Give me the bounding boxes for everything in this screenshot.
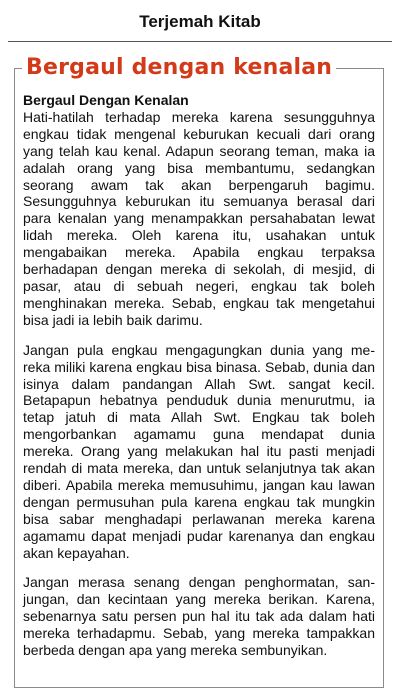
section-title: Bergaul dengan kenalan [22, 54, 336, 82]
app-title: Terjemah Kitab [139, 12, 261, 31]
article-paragraph-3: Jangan merasa senang dengan penghormatan, san-jungan, dan kecintaan yang mereka berikan. Karena, sebenarnya satu persen pun hal itu tak ada dalam hati mereka terhadapmu. Sebab, yang mereka tampakkan berbeda dengan apa yang mereka sembunyikan. [23, 574, 375, 659]
header-divider [8, 41, 392, 42]
app-header [0, 0, 400, 42]
article-paragraph-2: Jangan pula engkau mengagungkan dunia yang me-reka miliki karena engkau bisa binasa. Sebab, dunia dan isinya dalam pandangan Allah Swt. sangat kecil. Betapapun hebatnya penduduk dunia menurutmu, ia tetap jatuh di mata Allah Swt. Engkau tak boleh mengorbankan agamamu guna mendapat dunia mereka. Orang yang melakukan hal itu pasti menjadi rendah di mata mereka, dan untuk selanjutnya tak akan diberi. Apabila mereka memusuhimu, jangan kau lawan dengan permusuhan pula karena engkau tak mungkin bisa sabar menghadapi perlawanan mereka karena agamamu dapat menjadi pudar karenanya dan engkau akan kepayahan. [23, 341, 375, 561]
article-paragraph-1: Hati-hatilah terhadap mereka karena sesungguhnya engkau tidak mengenal keburukan kecuali dari orang yang telah kau kenal. Adapun seorang teman, maka ia adalah orang yang bisa membantumu, sedangkan seorang awam tak akan berpengaruh bagimu. Sesungguhnya keburukan itu semuanya berasal dari para kenalan yang menampakkan persahabatan lewat lidah mereka. Oleh karena itu, usahakan untuk mengabaikan mereka. Apabila engkau terpaksa berhadapan dengan mereka di sekolah, di mesjid, di pasar, atau di sebuah negeri, engkau tak boleh menghinakan mereka. Sebab, engkau tak mengetahui bisa jadi ia lebih baik darimu. [23, 108, 375, 328]
article-heading: Bergaul Dengan Kenalan [23, 92, 189, 108]
article-body[interactable] [23, 92, 375, 672]
